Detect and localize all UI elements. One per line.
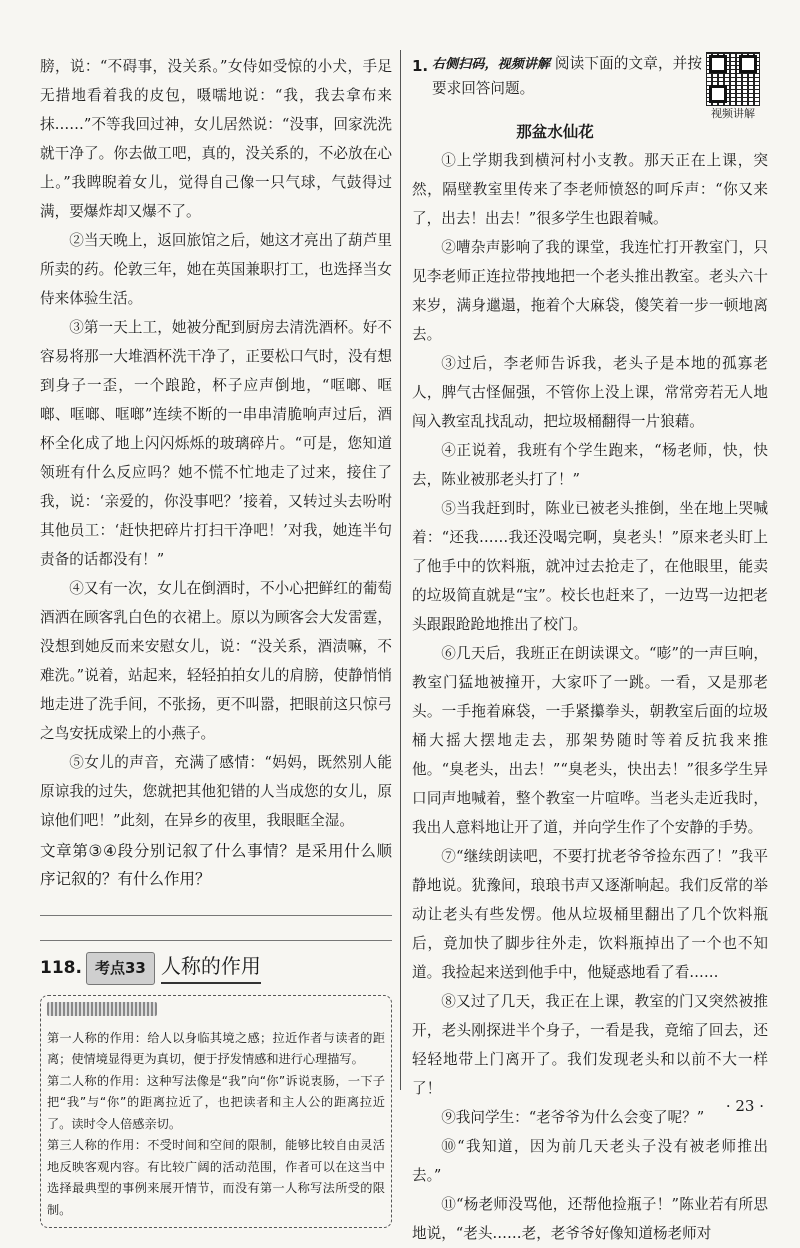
column-divider bbox=[400, 50, 401, 1090]
essay-paragraph-1: ①上学期我到横河村小支教。那天正在上课，突然，隔壁教室里传来了李老师愤怒的呵斥声：“你又来了，出去！出去！”很多学生也跟着喊。 bbox=[412, 152, 768, 227]
answer-line-2 bbox=[40, 940, 392, 941]
topic-header bbox=[40, 951, 392, 985]
knowledge-third-person: 第三人称的作用：不受时间和空间的限制，能够比较自由灵活地反映客观内容。有比较广阔的活动范围，作者可以在这当中选择最典型的事例来展开情节，而没有第一人称写法所受的限制。 bbox=[47, 1138, 385, 1217]
left-paragraph-5: ⑤女儿的声音，充满了感情：“妈妈，既然别人能原谅我的过失，您就把其他犯错的人当成您的女儿，原谅他们吧！”此刻，在异乡的夜里，我眼眶全湿。 bbox=[40, 754, 392, 829]
video-lead: 右侧扫码，视频讲解 bbox=[432, 57, 551, 72]
left-paragraph-4: ④又有一次，女儿在倒酒时，不小心把鲜红的葡萄酒洒在顾客乳白色的衣裙上。原以为顾客会大发雷霆，没想到她反而来安慰女儿，说：“没关系，酒渍嘛，不难洗。”说着，站起来，轻轻拍拍女儿的肩膀，使静悄悄地走进了洗手间，不张扬，更不叫嚣，把眼前这只惊弓之鸟安抚成梁上的小燕子。 bbox=[40, 580, 392, 742]
question-number: 1. bbox=[412, 57, 429, 75]
essay-paragraph-11: ⑪“杨老师没骂他，还帮他捡瓶子！”陈业若有所思地说，“老头……老，老爷爷好像知道杨老师对 bbox=[412, 1196, 768, 1242]
left-paragraph-1: 膀，说：“不碍事，没关系。”女侍如受惊的小犬，手足无措地看着我的皮包，嗫嚅地说：“我，我去拿布来抹……”不等我回过神，女儿居然说：“没事，回家洗洗就干净了。你去做工吧，真的，没关系的，不必放在心上。”我睥睨着女儿，觉得自己像一只气球，气鼓得过满，要爆炸却又爆不了。 bbox=[40, 58, 392, 220]
topic-badge: 考点33 bbox=[86, 952, 155, 985]
right-column bbox=[412, 52, 768, 1248]
essay-paragraph-3: ③过后，李老师告诉我，老头子是本地的孤寡老人，脾气古怪倔强，不管你上没上课，常常旁若无人地闯入教室乱找乱动，把垃圾桶翻得一片狼藉。 bbox=[412, 355, 768, 430]
left-question: 文章第③④段分别记叙了什么事情？是采用什么顺序记叙的？有什么作用？ bbox=[40, 842, 392, 888]
question-header bbox=[412, 52, 768, 120]
page-number: · 23 · bbox=[725, 1097, 764, 1115]
essay-paragraph-8: ⑧又过了几天，我正在上课，教室的门又突然被推开，老头刚探进半个身子，一看是我，竟缩了回去，还轻轻地带上门离开了。我们发现老头和以前不大一样了！ bbox=[412, 993, 768, 1097]
essay-paragraph-6: ⑥几天后，我班正在朗读课文。“嘭”的一声巨响，教室门猛地被撞开，大家吓了一跳。一看，又是那老头。一手拖着麻袋，一手紧攥拳头，朝教室后面的垃圾桶大摇大摆地走去，那架势随时等着反抗我来推他。“臭老头，出去！”“臭老头，快出去！”很多学生异口同声地喊着，整个教室一片喧哗。当老头走近我时，我出人意料地让开了道，并向学生作了个安静的手势。 bbox=[412, 645, 768, 836]
knowledge-box bbox=[40, 995, 392, 1228]
question-text: 阅读下面的文章，并按要求回答问题。 bbox=[432, 55, 702, 97]
left-paragraph-2: ②当天晚上，返回旅馆之后，她这才亮出了葫芦里所卖的药。伦敦三年，她在英国兼职打工，也选择当女侍来体验生活。 bbox=[40, 232, 392, 307]
topic-number: 118. bbox=[40, 957, 82, 978]
essay-paragraph-9: ⑨我问学生：“老爷爷为什么会变了呢？” bbox=[441, 1109, 705, 1126]
qr-caption: 视频讲解 bbox=[711, 107, 755, 120]
answer-line-1 bbox=[40, 915, 392, 916]
qr-block bbox=[698, 52, 768, 122]
essay-paragraph-5: ⑤当我赶到时，陈业已被老头推倒，坐在地上哭喊着：“还我……我还没喝完啊，臭老头！”原来老头盯上了他手中的饮料瓶，就冲过去抢走了，在他眼里，能卖的垃圾简直就是“宝”。校长也赶来了，一边骂一边把老头跟跟跄跄地推出了校门。 bbox=[412, 500, 768, 633]
essay-paragraph-2: ②嘈杂声影响了我的课堂，我连忙打开教室门，只见李老师正连拉带拽地把一个老头推出教室。老头六十来岁，满身邋遢，拖着个大麻袋，傻笑着一步一顿地离去。 bbox=[412, 239, 768, 343]
essay-paragraph-10: ⑩“我知道，因为前几天老头子没有被老师推出去。” bbox=[412, 1138, 768, 1184]
qr-code-icon[interactable] bbox=[706, 52, 760, 106]
topic-title: 人称的作用 bbox=[161, 952, 261, 984]
knowledge-first-person: 第一人称的作用：给人以身临其境之感；拉近作者与读者的距离；使情境显得更为真切，便于抒发情感和进行心理描写。 bbox=[47, 1030, 385, 1066]
left-column bbox=[40, 52, 392, 1228]
essay-paragraph-7: ⑦“继续朗读吧，不要打扰老爷爷捡东西了！”我平静地说。犹豫间，琅琅书声又逐渐响起。我们反常的举动让老头有些发愣。他从垃圾桶里翻出了几个饮料瓶后，竟加快了脚步往外走，饮料瓶掉出了一个也不知道。我捡起来送到他手中，他疑惑地看了看…… bbox=[412, 848, 768, 981]
knowledge-label-graphic bbox=[47, 1002, 157, 1016]
essay-title: 那盆水仙花 bbox=[516, 123, 594, 141]
left-paragraph-3: ③第一天上工，她被分配到厨房去清洗酒杯。好不容易将那一大堆酒杯洗干净了，正要松口气时，没有想到身子一歪，一个踉跄，杯子应声倒地，“哐啷、哐啷、哐啷、哐啷”连续不断的一串串清脆响声过后，酒杯全化成了地上闪闪烁烁的玻璃碎片。“可是，您知道领班有什么反应吗？她不慌不忙地走了过来，接住了我，说：‘亲爱的，你没事吧？’接着，又转过头去吩咐其他员工：‘赶快把碎片打扫干净吧！’对我，她连半句责备的话都没有！” bbox=[40, 319, 392, 568]
essay-paragraph-4: ④正说着，我班有个学生跑来，“杨老师，快，快去，陈业被那老头打了！” bbox=[412, 442, 768, 488]
knowledge-second-person: 第二人称的作用：这种写法像是“我”向“你”诉说衷肠，一下子把“我”与“你”的距离拉近了，也把读者和主人公的距离拉近了。读时令人倍感亲切。 bbox=[47, 1073, 385, 1131]
